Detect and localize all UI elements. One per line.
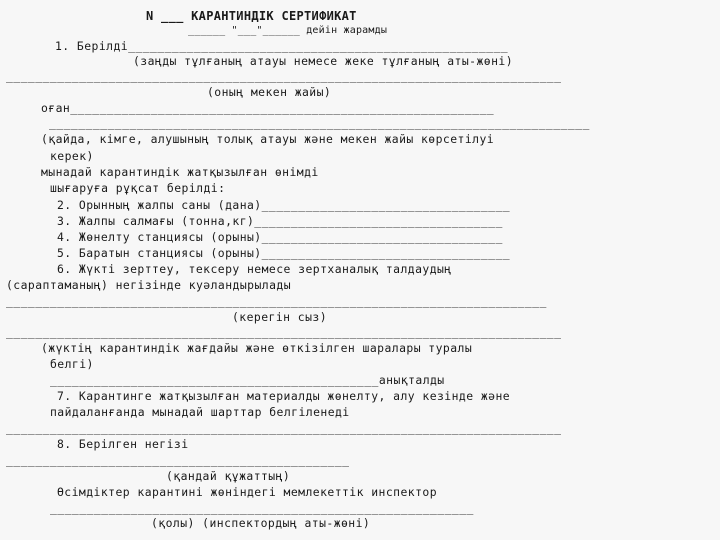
item-7-blank-line: ____________________________________________________________________________ <box>6 421 562 435</box>
quarantine-status-blank-line: ____________________________________________________________________________ <box>6 325 562 339</box>
certificate-title: N ___ КАРАНТИНДІК СЕРТИФИКАТ <box>146 9 357 23</box>
item-6-expertise: (сараптаманың) негізінде куәландырылады <box>6 278 292 292</box>
item-6-inspection: 6. Жүкті зерттеу, тексеру немесе зертханалық талдаудың <box>57 262 452 276</box>
strike-caption: (керегін сыз) <box>232 310 328 324</box>
signature-caption: (қолы) (инспектордың аты-жөні) <box>151 516 371 530</box>
quarantine-status-caption-end: белгі) <box>50 357 94 371</box>
item-2-places-count: 2. Орынның жалпы саны (дана)__________________________________ <box>57 198 511 212</box>
issued-to-blank-line: ____________________________________________________________________________ <box>6 69 562 83</box>
identified-line: _____________________________________________анықталды <box>50 373 445 387</box>
product-line: мынадай карантиндік жатқызылған өнімді <box>41 165 319 179</box>
item-7-conditions: 7. Карантинге жатқызылған материалды жөнелту, алу кезінде және <box>57 389 511 403</box>
inspector-title: Өсімдіктер карантині жөніндегі мемлекеттік инспектор <box>57 485 438 499</box>
item-7-conditions-cont: пайдаланғанда мынадай шарттар белгіленеді <box>50 405 350 419</box>
item-4-departure-station: 4. Жөнелту станциясы (орыны)_________________________________ <box>57 230 503 244</box>
recipient-line: оған__________________________________________________________ <box>41 101 495 115</box>
recipient-blank-line: __________________________________________________________________________ <box>49 116 590 130</box>
export-permission-line: шығаруға рұқсат берілді: <box>50 181 226 195</box>
item-3-total-weight: 3. Жалпы салмағы (тонна,кг)__________________________________ <box>57 214 503 228</box>
issued-to-caption: (заңды тұлғаның атауы немесе жеке тұлғаның аты-жөні) <box>133 54 514 68</box>
recipient-caption: (қайда, кімге, алушының толық атауы және мекен жайы көрсетілуі <box>41 132 495 146</box>
item-8-basis: 8. Берілген негізі <box>57 437 189 451</box>
item-6-blank-line: __________________________________________________________________________ <box>6 294 547 308</box>
quarantine-status-caption: (жүктің карантиндік жағдайы және өткізілген шаралары туралы <box>41 341 473 355</box>
signature-blank-line: __________________________________________________________ <box>50 501 474 515</box>
address-caption: (оның мекен жайы) <box>207 85 332 99</box>
recipient-caption-end: керек) <box>50 149 94 163</box>
issued-to-line: 1. Берілді____________________________________________________ <box>55 39 509 53</box>
item-5-destination-station: 5. Баратын станциясы (орыны)__________________________________ <box>57 246 511 260</box>
item-8-blank-line: _______________________________________________ <box>6 453 350 467</box>
document-caption: (қандай құжаттың) <box>166 469 291 483</box>
valid-until-line: ______ "___"______ дейін жарамды <box>188 25 388 36</box>
